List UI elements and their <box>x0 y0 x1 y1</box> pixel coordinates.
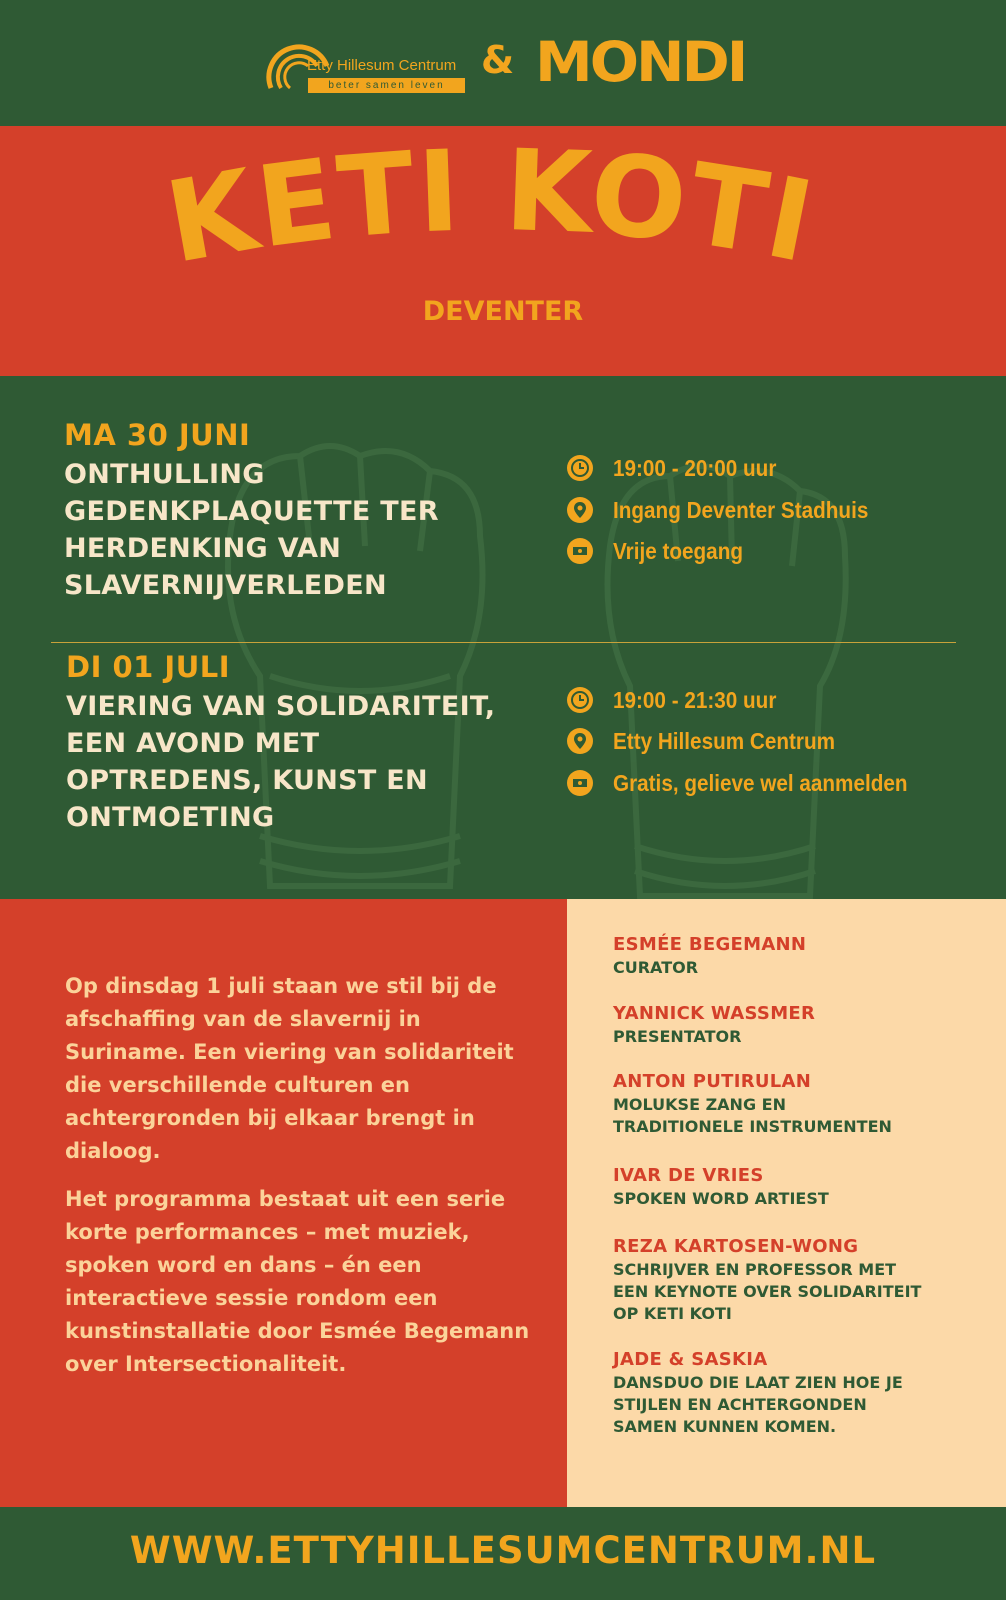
description-panel <box>0 899 567 1507</box>
ehc-tagline: beter samen leven <box>308 78 465 93</box>
event-1-price-text: Vrije toegang <box>613 537 743 564</box>
event-1-title-line: ONTHULLING <box>64 459 265 490</box>
svg-text:KETI KOTI <box>157 126 824 289</box>
clock-icon <box>567 455 593 481</box>
hero-subtitle: DEVENTER <box>422 296 584 327</box>
performer-role: MOLUKSE ZANG EN TRADITIONELE INSTRUMENTEN <box>613 1095 892 1136</box>
performers-panel <box>567 899 1006 1507</box>
ampersand: & <box>481 38 515 82</box>
location-pin-icon <box>567 497 593 523</box>
clock-icon <box>567 687 593 713</box>
performer <box>613 933 993 979</box>
event-1-title-line: SLAVERNIJVERLEDEN <box>64 570 387 601</box>
event-1-location <box>567 495 897 525</box>
event-2-title <box>66 688 495 836</box>
event-2-time-text: 19:00 - 21:30 uur <box>613 686 777 713</box>
event-2-price <box>567 768 940 798</box>
event-1-title <box>64 456 439 604</box>
performer-role: SPOKEN WORD ARTIEST <box>613 1189 829 1208</box>
performer-role: CURATOR <box>613 958 699 977</box>
event-1-title-line: GEDENKPLAQUETTE TER <box>64 496 439 527</box>
event-1-price <box>567 536 757 566</box>
performer-role: DANSDUO DIE LAAT ZIEN HOE JE STIJLEN EN ACHTERGONDEN SAMEN KUNNEN KOMEN. <box>613 1373 903 1436</box>
event-2-date: DI 01 JULI <box>66 650 231 684</box>
performer <box>613 1070 913 1138</box>
location-pin-icon <box>567 728 593 754</box>
event-2-title-line: OPTREDENS, KUNST EN <box>66 765 428 796</box>
event-2-location-text: Etty Hillesum Centrum <box>613 727 835 754</box>
events-section <box>0 376 1006 899</box>
performer-role: PRESENTATOR <box>613 1027 742 1046</box>
hero-title: KETI KOTI <box>157 126 825 289</box>
etty-hillesum-centrum-logo <box>265 26 465 96</box>
performer-name: JADE & SASKIA <box>613 1349 768 1370</box>
ticket-icon <box>567 770 593 796</box>
event-2-title-line: EEN AVOND MET <box>66 728 320 759</box>
event-1-location-text: Ingang Deventer Stadhuis <box>613 496 869 523</box>
event-1-time <box>567 453 795 483</box>
performer <box>613 1348 903 1438</box>
keti-koti-title <box>0 126 1006 376</box>
performer-role: SCHRIJVER EN PROFESSOR MET EEN KEYNOTE OVER SOLIDARITEIT OP KETI KOTI <box>613 1260 922 1323</box>
performer <box>613 1164 993 1210</box>
description-paragraph-1: Op dinsdag 1 juli staan we stil bij de afschaffing van de slavernij in Suriname. Een viering van solidariteit die verschillende culturen en achtergronden bij elkaar brengt in dialoog. <box>65 974 514 1163</box>
event-1-date: MA 30 JUNI <box>64 418 251 452</box>
event-2-title-line: VIERING VAN SOLIDARITEIT, <box>66 691 496 722</box>
performer-name: ESMÉE BEGEMANN <box>613 934 807 955</box>
description-paragraph-2: Het programma bestaat uit een serie korte performances – met muziek, spoken word en dans – én een interactieve sessie rondom een kunstinstallatie door Esmée Begemann over Intersectionaliteit. <box>65 1187 530 1376</box>
performer <box>613 1235 933 1325</box>
performer-name: REZA KARTOSEN-WONG <box>613 1236 859 1257</box>
hero-banner <box>0 126 1006 376</box>
header <box>0 0 1006 126</box>
event-2-time <box>567 685 795 715</box>
event-2-title-line: ONTMOETING <box>66 802 275 833</box>
event-1-time-text: 19:00 - 20:00 uur <box>613 454 777 481</box>
ehc-name: Etty Hillesum Centrum <box>307 57 457 74</box>
ticket-icon <box>567 538 593 564</box>
event-2-location <box>567 726 860 756</box>
performer-name: IVAR DE VRIES <box>613 1165 764 1186</box>
mondi-logo: MONDI <box>535 29 746 95</box>
event-2-price-text: Gratis, gelieve wel aanmelden <box>613 769 908 796</box>
event-1-title-line: HERDENKING VAN <box>64 533 342 564</box>
program-section <box>0 899 1006 1507</box>
performer-name: ANTON PUTIRULAN <box>613 1071 812 1092</box>
website-link[interactable]: WWW.ETTYHILLESUMCENTRUM.NL <box>129 1529 877 1572</box>
performer <box>613 1002 993 1048</box>
event-divider <box>51 642 956 643</box>
performer-name: YANNICK WASSMER <box>613 1003 816 1024</box>
footer <box>0 1507 1006 1600</box>
